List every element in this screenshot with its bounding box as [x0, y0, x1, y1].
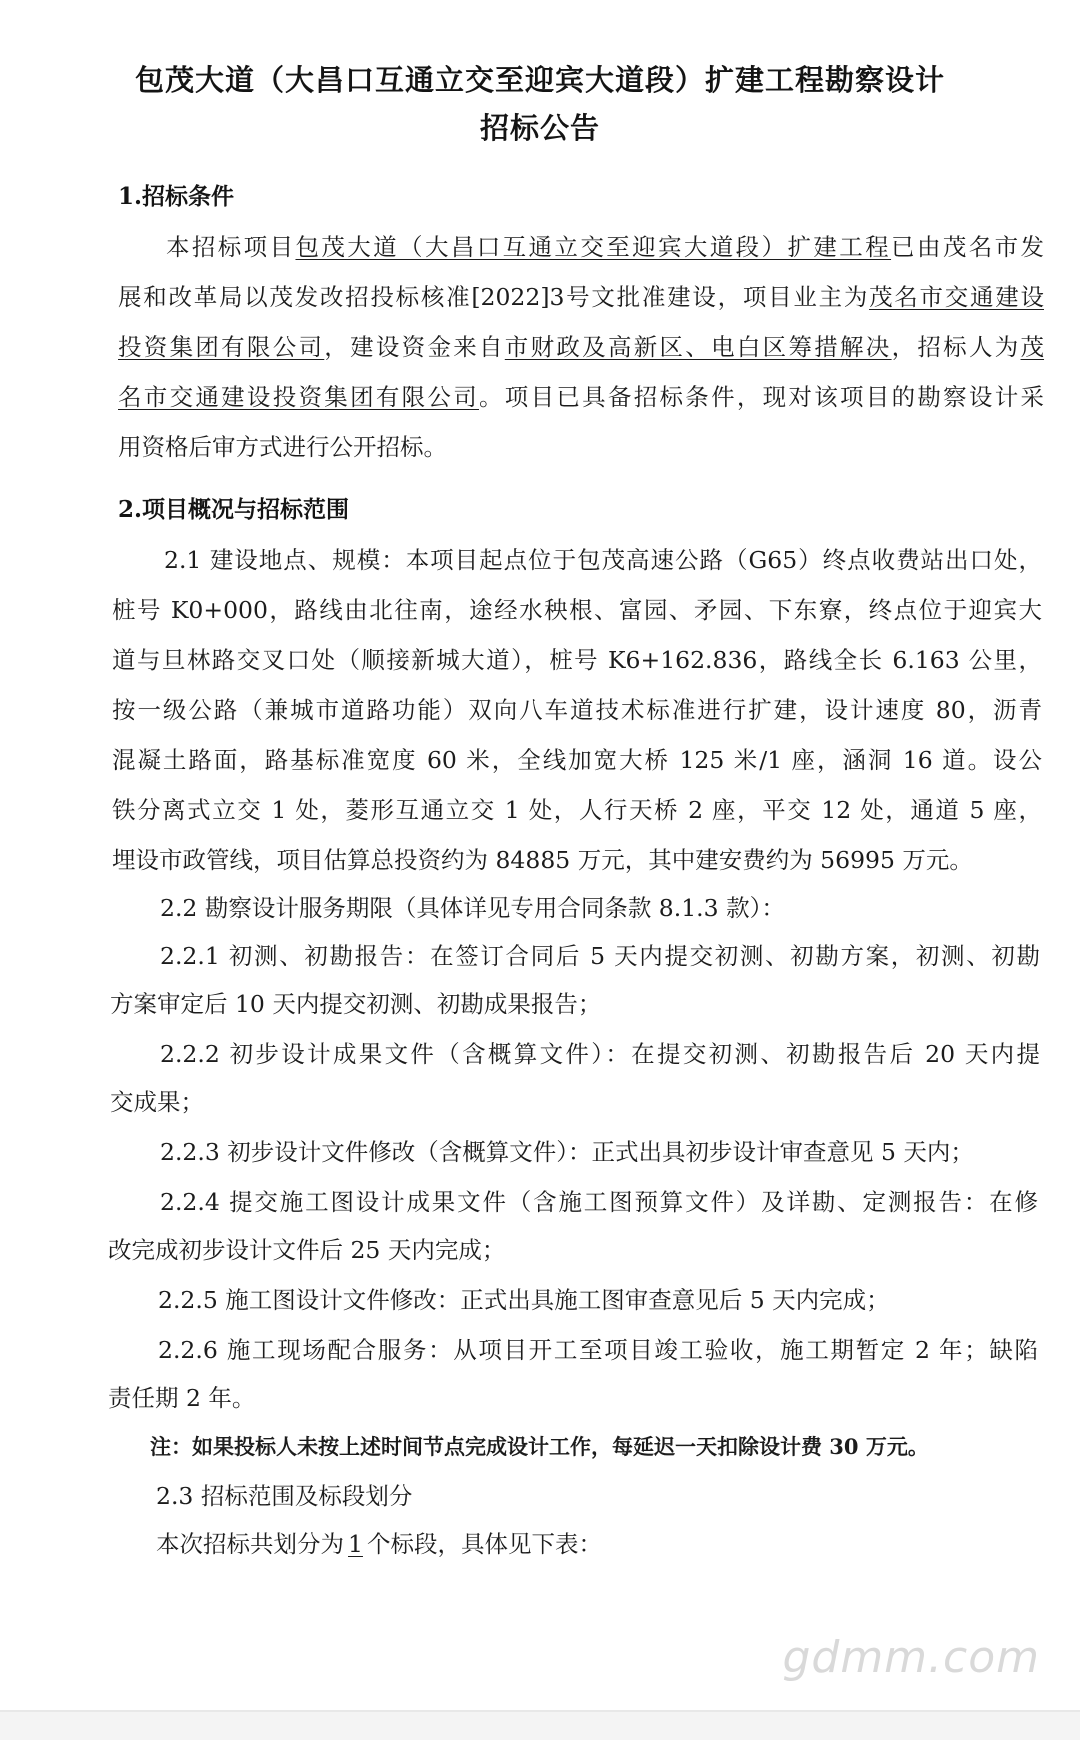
section-1-line-2: 展和改革局以茂发改招投标核准[2022]3号文批准建设，项目业主为茂名市交通建设 [118, 283, 1044, 311]
para-2-1-line-3: 道与旦林路交叉口处（顺接新城大道），桩号 K6+162.836，路线全长 6.163 公里， [112, 646, 1042, 674]
para-2-2-3: 2.2.3 初步设计文件修改（含概算文件）：正式出具初步设计审查意见 5 天内； [160, 1138, 974, 1166]
section-1-line-4: 名市交通建设投资集团有限公司。项目已具备招标条件，现对该项目的勘察设计采 [118, 383, 1044, 411]
para-2-1-line-4: 按一级公路（兼城市道路功能）双向八车道技术标准进行扩建，设计速度 80，沥青 [112, 696, 1042, 724]
para-2-2-5: 2.2.5 施工图设计文件修改：正式出具施工图审查意见后 5 天内完成； [158, 1286, 890, 1314]
penalty-note: 注：如果投标人未按上述时间节点完成设计工作，每延迟一天扣除设计费 30 万元。 [150, 1434, 929, 1459]
para-2-2-1-line-1: 2.2.1 初测、初勘报告：在签订合同后 5 天内提交初测、初勘方案，初测、初勘 [160, 942, 1040, 970]
para-2-1-line-7: 埋设市政管线，项目估算总投资约为 84885 万元，其中建安费约为 56995 万元。 [112, 846, 973, 874]
para-2-2-1-line-2: 方案审定后 10 天内提交初测、初勘成果报告； [110, 990, 602, 1018]
section-1-line-1: 本招标项目包茂大道（大昌口互通立交至迎宾大道段）扩建工程已由茂名市发 [166, 233, 1045, 261]
section-2-heading: 2.项目概况与招标范围 [118, 496, 350, 523]
para-2-2-6-line-1: 2.2.6 施工现场配合服务：从项目开工至项目竣工验收，施工期暂定 2 年；缺陷 [158, 1336, 1038, 1364]
section-1-line-5: 用资格后审方式进行公开招标。 [118, 433, 447, 461]
para-2-2-2-line-1: 2.2.2 初步设计成果文件（含概算文件）：在提交初测、初勘报告后 20 天内提 [160, 1040, 1040, 1068]
para-2-3-body: 本次招标共划分为 1 个标段，具体见下表： [156, 1530, 602, 1558]
para-2-2: 2.2 勘察设计服务期限（具体详见专用合同条款 8.1.3 款）： [160, 894, 785, 922]
watermark-logo: gdmm.com [782, 1632, 1040, 1683]
para-2-1-line-6: 铁分离式立交 1 处，菱形互通立交 1 处，人行天桥 2 座，平交 12 处，通道 5 座， [112, 796, 1042, 824]
para-2-2-4-line-2: 改完成初步设计文件后 25 天内完成； [108, 1236, 506, 1264]
section-1-line-3: 投资集团有限公司，建设资金来自市财政及高新区、电白区筹措解决，招标人为茂 [118, 333, 1045, 361]
para-2-1-line-2: 桩号 K0+000，路线由北往南，途经水秧根、富园、矛园、下东寮，终点位于迎宾大 [112, 596, 1042, 624]
para-2-1-line-1: 2.1 建设地点、规模：本项目起点位于包茂高速公路（G65）终点收费站出口处， [164, 546, 1042, 574]
section-1-heading: 1.招标条件 [118, 183, 235, 210]
page-bottom-edge [0, 1710, 1080, 1740]
para-2-2-6-line-2: 责任期 2 年。 [108, 1384, 256, 1412]
para-2-3-heading: 2.3 招标范围及标段划分 [156, 1482, 413, 1510]
para-2-1-line-5: 混凝土路面，路基标准宽度 60 米，全线加宽大桥 125 米/1 座，涵洞 16 道。设公 [112, 746, 1042, 774]
para-2-2-2-line-2: 交成果； [110, 1088, 204, 1116]
document-title: 包茂大道（大昌口互通立交至迎宾大道段）扩建工程勘察设计 [134, 63, 945, 97]
document-subtitle: 招标公告 [479, 111, 600, 145]
para-2-2-4-line-1: 2.2.4 提交施工图设计成果文件（含施工图预算文件）及详勘、定测报告：在修 [160, 1188, 1038, 1216]
